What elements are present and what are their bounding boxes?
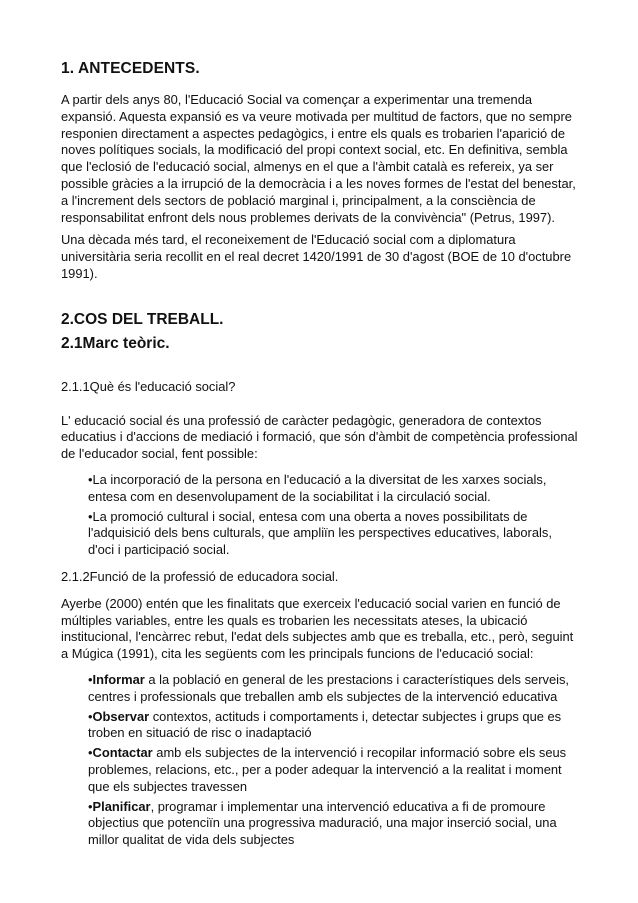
list-item — [88, 745, 578, 795]
list-item — [88, 672, 578, 706]
list-item — [88, 709, 578, 743]
section-1-paragraph-2: Una dècada més tard, el reconeixement de l'Educació social com a diplomatura universitària seria recollit en el real decret 1420/1991 de 30 d'agost (BOE de 10 d'octubre 1991). — [61, 232, 572, 281]
bullet-glyph: • — [88, 671, 93, 687]
list-item: •La incorporació de la persona en l'educació a la diversitat de les xarxes socials, entesa com en desenvolupament de la sociabilitat i la circulació social. — [88, 471, 547, 504]
section-2-1-1-intro: L' educació social és una professió de caràcter pedagògic, generadora de contextos educatius i d'accions de mediació i formació, que són d'àmbit de competència professional de l'educador social, fent possible: — [61, 412, 578, 462]
bullet-glyph: • — [88, 745, 93, 761]
list-item: •La promoció cultural i social, entesa com una oberta a noves possibilitats de l'adquisició dels bens culturals, que ampliïn les perspectives educatives, laborals, d'oci i participació social. — [88, 508, 552, 558]
section-1-title: 1. ANTECEDENTS. — [61, 60, 200, 77]
function-text: contextos, actituds i comportaments i, detectar subjectes i grups que es troben en situació de risc o inadaptació — [88, 708, 562, 741]
section-1-paragraph-1: A partir dels anys 80, l'Educació Social va començar a experimentar una tremenda expansió. Aquesta expansió es va veure motivada per multitud de factors, que no sempre responien directament a aspectes pedagògics, i entre els quals es trobarien l'aparició de noves polítiques socials, la modificació del propi context social, etc. En definitiva, sembla que l'eclosió de l'educació social, almenys en el que a l'àmbit català es refereix, ya ser possible gràcies a la irrupció de la democràcia i a les noves formes de l'estat del benestar, a l'increment dels sectors de població marginal i, principalment, a la consciència de responsabilitat enfront dels nous problemes derivats de la convivència" (Petrus, 1997). — [61, 92, 576, 225]
section-2-1-2-heading: 2.1.2Funció de la professió de educadora social. — [61, 568, 339, 584]
function-term: Observar — [92, 708, 150, 724]
section-2-1-title: 2.1Marc teòric. — [61, 334, 170, 352]
list-item — [88, 799, 578, 849]
function-text: a la població en general de les prestacions i característiques dels serveis, centres i professionals que treballen amb els subjectes de la intervenció educativa — [88, 671, 570, 704]
section-2-1-1-heading: 2.1.1Què és l'educació social? — [61, 378, 236, 394]
function-term: Planificar — [92, 798, 151, 814]
section-2-title: 2.COS DEL TREBALL. — [61, 310, 224, 328]
bullet-glyph: • — [88, 798, 93, 814]
section-2-1-2-intro: Ayerbe (2000) entén que les finalitats que exerceix l'educació social varien en funció de múltiples variables, entre les quals es trobarien les necessitats ateses, la ubicació institucional, l'encàrrec rebut, l'edat dels subjectes amb que es treballa, etc., però, seguint a Múgica (1991), cita les següents com les principals funcions de l'educació social: — [61, 595, 574, 662]
bullet-list-2-1-1 — [61, 472, 578, 559]
function-text: , programar i implementar una intervenció educativa a fi de promoure objectius que potenciïn una progressiva maduració, una major inserció social, una millor qualitat de vida dels subjectes — [88, 798, 557, 848]
function-text: amb els subjectes de la intervenció i recopilar informació sobre els seus problemes, relacions, etc., per a poder adequar la intervenció a la realitat i moment que els subjectes travessen — [88, 745, 567, 794]
function-list — [61, 672, 578, 849]
function-term: Contactar — [92, 745, 153, 761]
function-term: Informar — [92, 671, 145, 687]
bullet-glyph: • — [88, 708, 93, 724]
